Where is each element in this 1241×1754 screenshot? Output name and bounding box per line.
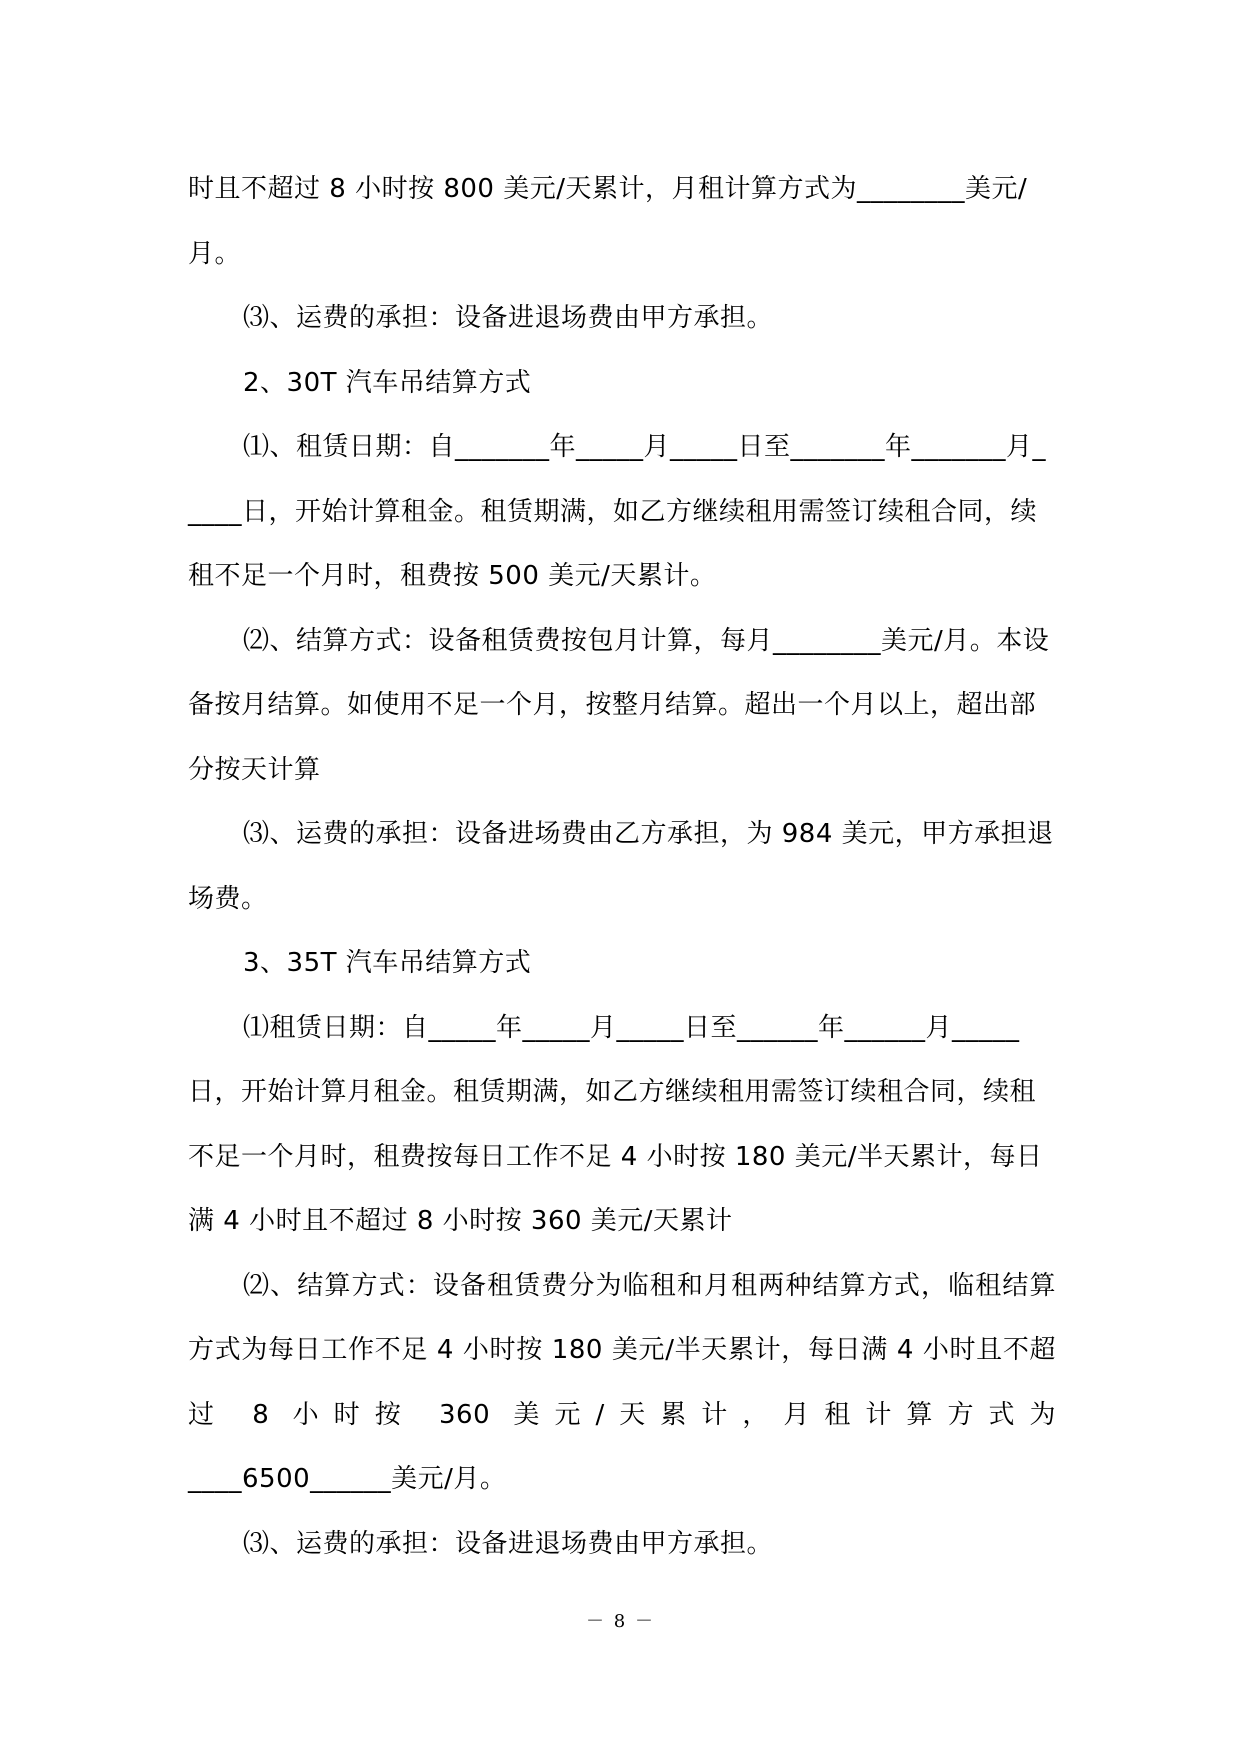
paragraph-35t-lease-date: ⑴租赁日期：自_____年_____月_____日至______年______月_____日，开始计算月租金。租赁期满，如乙方继续租用需签订续租合同，续租不足一个月时，租费按每日工作不足 4 小时按 180 美元/半天累计，每日满 4 小时且不超过 8 小时按 360 美元/天累计 [188, 1012, 1043, 1236]
paragraph-35t-monthly-rate: ____6500______美元/月。 [188, 1464, 507, 1494]
paragraph-30t-settlement: ⑵、结算方式：设备租赁费按包月计算，每月________美元/月。本设备按月结算。如使用不足一个月，按整月结算。超出一个月以上，超出部分按天计算 [188, 625, 1050, 785]
paragraph-continued-rate: 时且不超过 8 小时按 800 美元/天累计，月租计算方式为________美元/月。 [188, 174, 1028, 269]
heading-35t-crane: 3、35T 汽车吊结算方式 [243, 948, 532, 978]
paragraph-30t-lease-date: ⑴、租赁日期：自_______年_____月_____日至_______年_______月_____日，开始计算租金。租赁期满，如乙方继续租用需签订续租合同，续租不足一个月时，租费按 500 美元/天累计。 [188, 432, 1047, 591]
paragraph-freight-1: ⑶、运费的承担：设备进退场费由甲方承担。 [243, 303, 774, 333]
heading-30t-crane: 2、30T 汽车吊结算方式 [243, 367, 532, 398]
paragraph-30t-freight: ⑶、运费的承担：设备进场费由乙方承担，为 984 美元，甲方承担退场费。 [188, 819, 1054, 914]
page-number: － 8 － [586, 1611, 655, 1632]
paragraph-35t-settlement: ⑵、结算方式：设备租赁费分为临租和月租两种结算方式，临租结算方式为每日工作不足 4 小时按 180 美元/半天累计，每日满 4 小时且不超过 8 小时按 360 美元/天累计，月租计算方式为 [188, 1270, 1056, 1430]
paragraph-35t-freight: ⑶、运费的承担：设备进退场费由甲方承担。 [243, 1528, 774, 1559]
document-body [188, 157, 1056, 1576]
